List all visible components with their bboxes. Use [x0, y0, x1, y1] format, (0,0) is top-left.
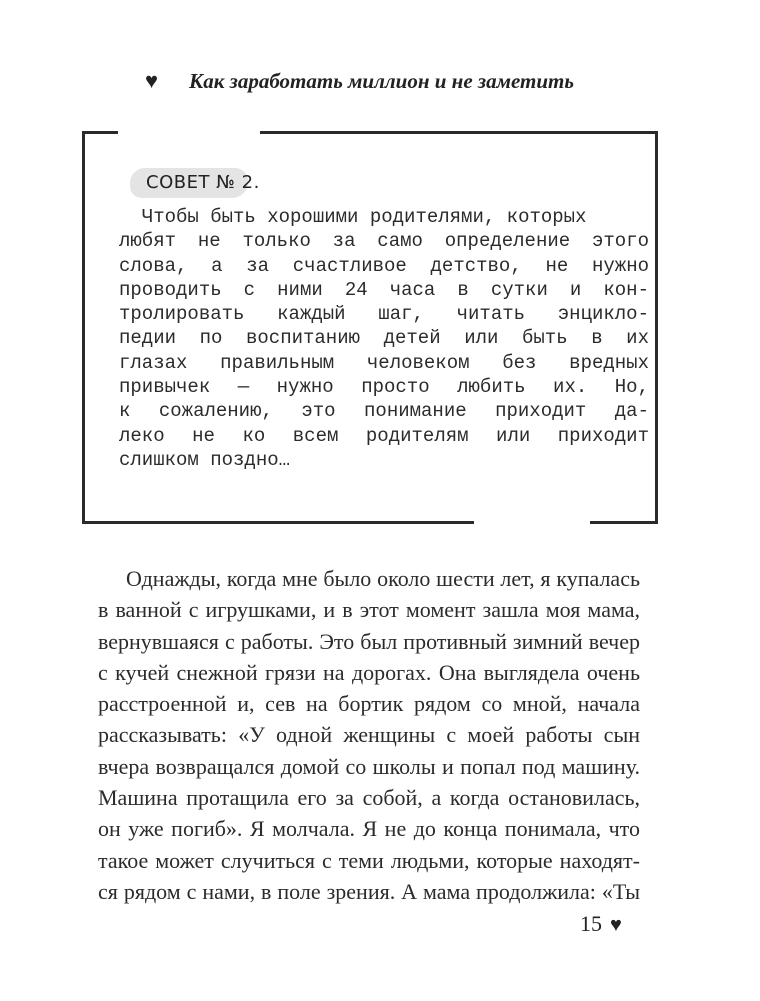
body-line: вчера возвращался домой со школы и попал под машину. — [98, 753, 640, 779]
body-line: такое может случиться с теми людьми, которые находят- — [98, 847, 640, 873]
body-paragraph — [98, 563, 640, 907]
tip-box-right-line — [655, 131, 658, 524]
body-line: с кучей снежной грязи на дорогах. Она выглядела очень — [98, 659, 640, 685]
tip-line: педии по воспитанию детей или быть в их — [119, 327, 649, 350]
tip-line: к сожалению, это понимание приходит да- — [119, 400, 649, 423]
running-header — [145, 66, 615, 96]
tip-line: слишком поздно… — [119, 448, 291, 471]
body-line: Однажды, когда мне было около шести лет, я купалась — [126, 566, 640, 591]
tip-line: привычек — нужно просто любить их. Но, — [119, 376, 649, 399]
body-line: вернувшаяся с работы. Это был противный зимний вечер — [98, 628, 640, 654]
tip-text — [119, 205, 649, 472]
tip-box-top-right-line — [260, 131, 658, 134]
page-footer — [580, 909, 660, 939]
tip-line: леко не ко всем родителям или приходит — [119, 424, 649, 447]
tip-line: тролировать каждый шаг, читать энцикло- — [119, 303, 649, 326]
tip-line: слова, а за счастливое детство, не нужно — [119, 254, 649, 277]
body-line: он уже погиб». Я молчала. Я не до конца понимала, что — [98, 816, 640, 842]
tip-label: СОВЕТ № 2. — [146, 172, 260, 193]
page-number: 15 — [580, 911, 602, 936]
tip-box-bottom-right-line — [590, 521, 658, 524]
body-line: рассказывать: «У одной женщины с моей работы сын — [98, 722, 640, 748]
body-line: ся рядом с нами, в поле зрения. А мама продолжила: «Ты — [98, 878, 640, 904]
book-title: Как заработать миллион и не заметить — [189, 69, 574, 93]
heart-icon: ♥ — [610, 914, 622, 936]
tip-line: проводить с ними 24 часа в сутки и кон- — [119, 278, 649, 301]
body-line: Машина протащила его за собой, а когда остановилась, — [98, 785, 640, 811]
body-line: в ванной с игрушками, и в этот момент зашла моя мама, — [98, 597, 640, 623]
tip-box-bottom-left-line — [82, 521, 474, 524]
tip-label-badge — [130, 168, 260, 198]
tip-line: глазах правильным человеком без вредных — [119, 351, 649, 374]
heart-icon: ♥ — [145, 68, 159, 93]
tip-line: Чтобы быть хорошими родителями, которых — [119, 206, 587, 228]
body-line: расстроенной и, сев на бортик рядом со мной, начала — [98, 691, 640, 717]
tip-box-left-line — [82, 131, 85, 524]
tip-line: любят не только за само определение этого — [119, 230, 649, 253]
tip-box-top-left-line — [82, 131, 118, 134]
